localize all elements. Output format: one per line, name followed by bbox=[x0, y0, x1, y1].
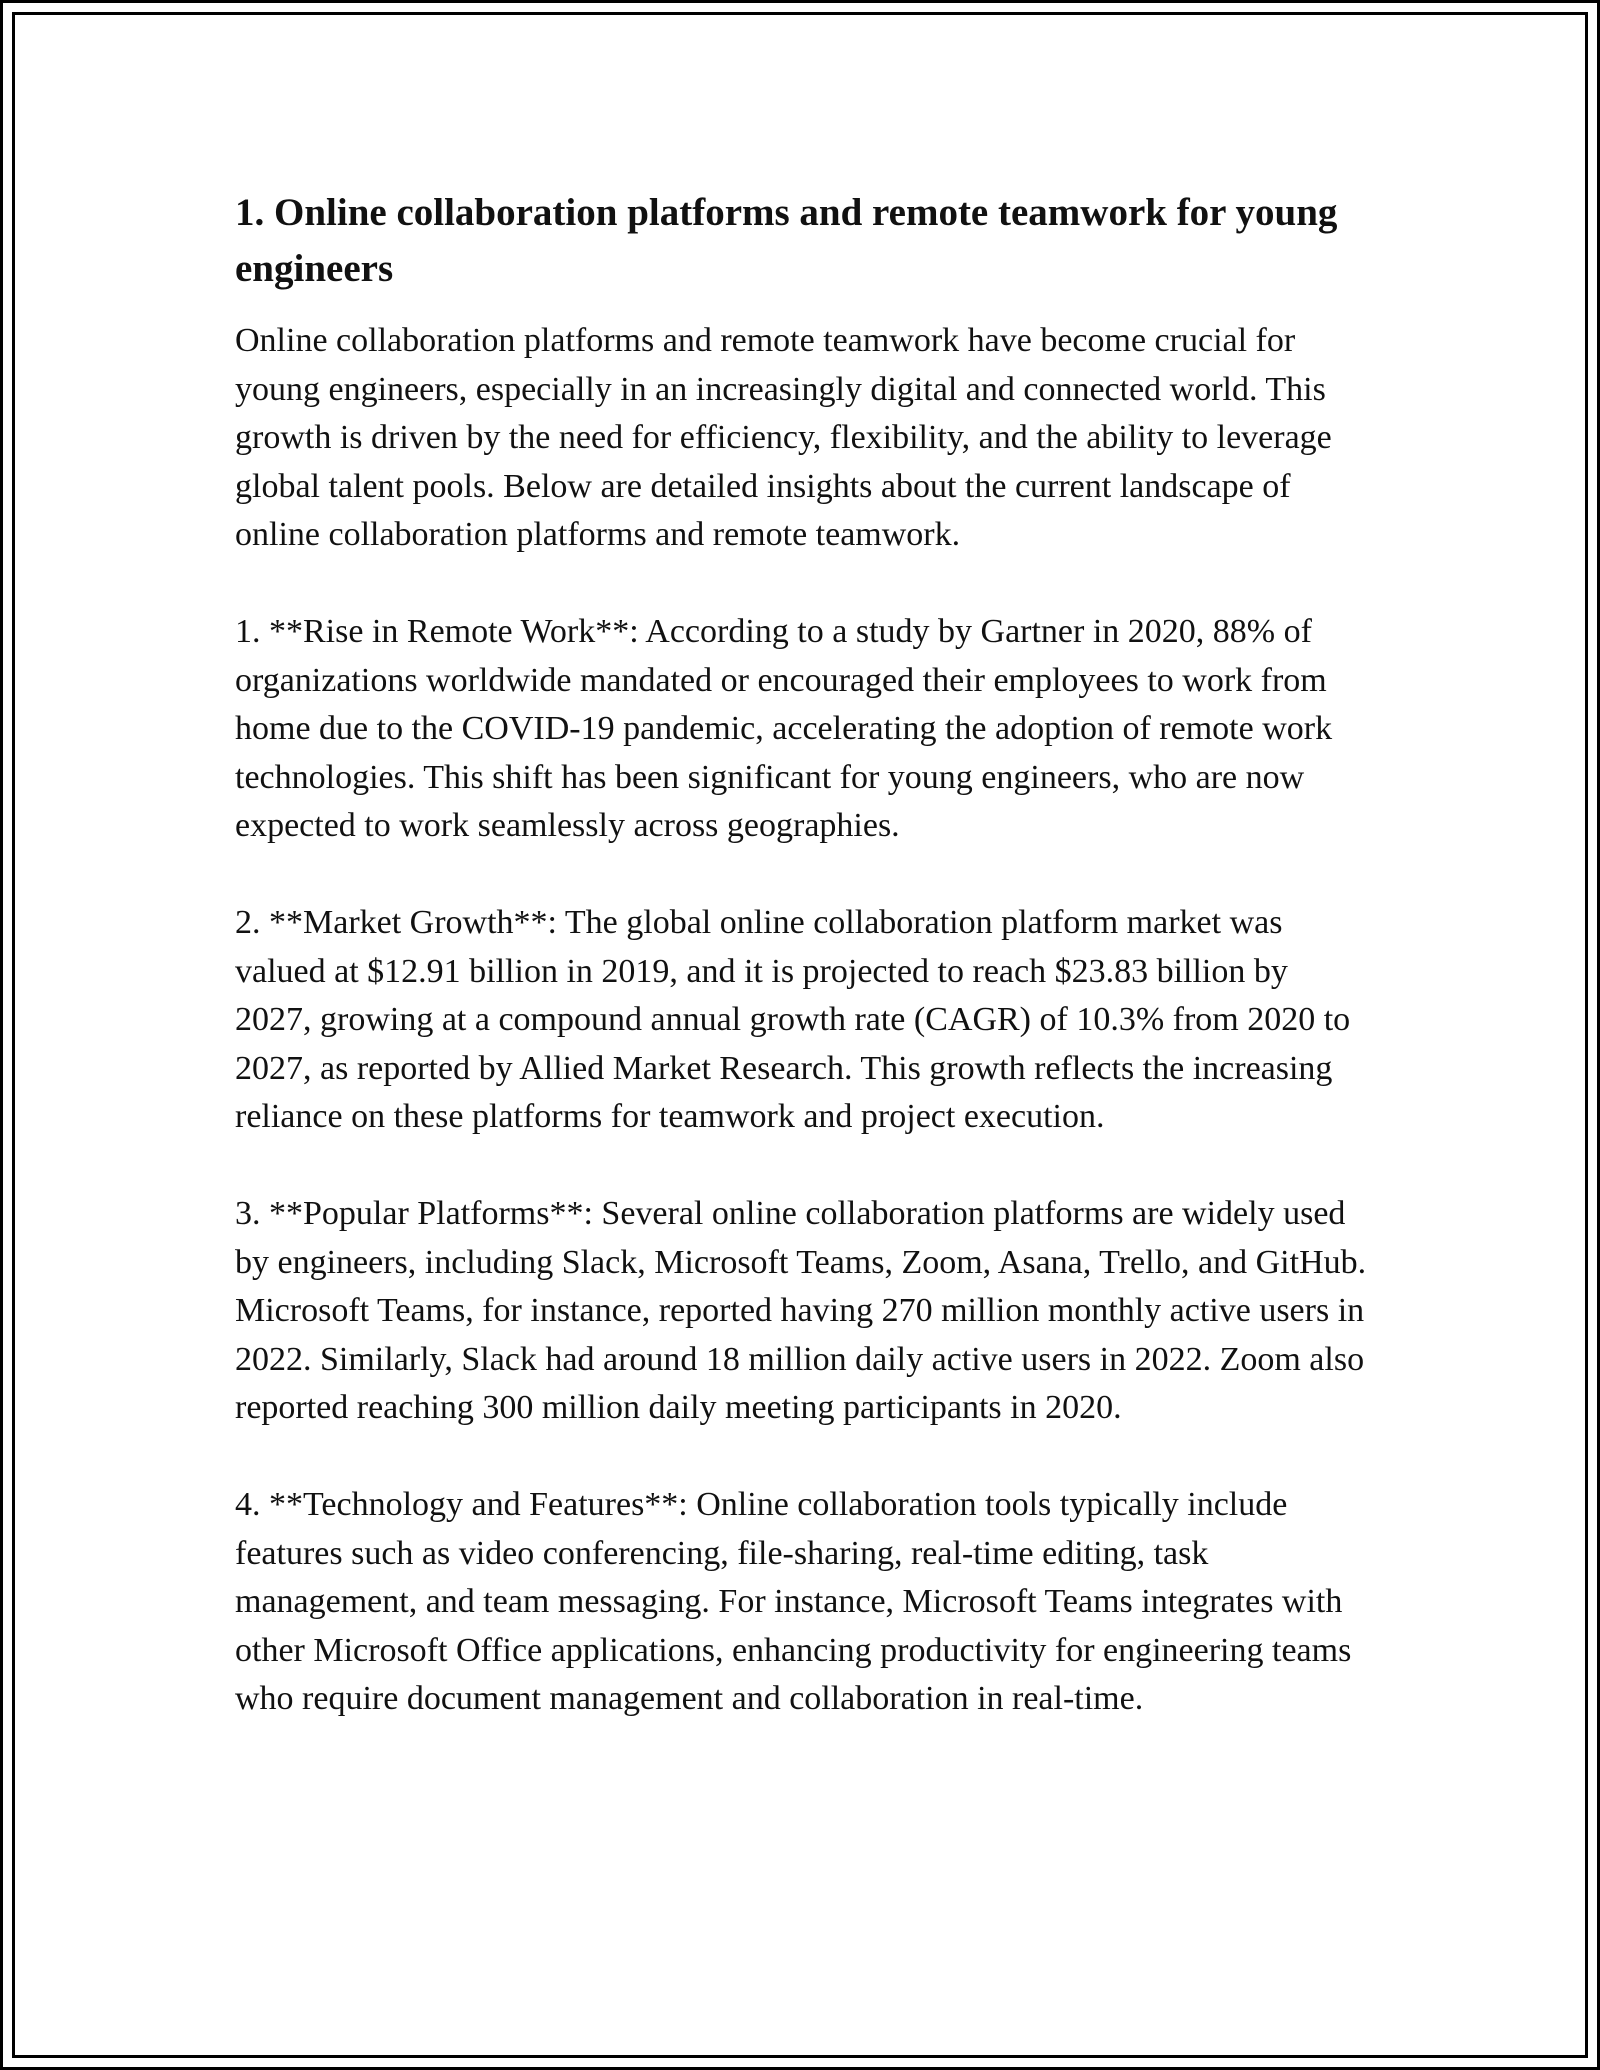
section-heading: 1. Online collaboration platforms and remote teamwork for young engineers bbox=[235, 191, 1338, 290]
intro-paragraph: Online collaboration platforms and remote teamwork have become crucial for young engineers, especially in an increasingly digital and connected world. This growth is driven by the need for efficiency, flexibility, and the ability to leverage global talent pools. Below are detailed insights about the current landscape of online collaboration platforms and remote teamwork. bbox=[235, 322, 1332, 553]
paragraph-rise-in-remote-work: 1. **Rise in Remote Work**: According to a study by Gartner in 2020, 88% of organizations worldwide mandated or encouraged their employees to work from home due to the COVID-19 pandemic, accelerating the adoption of remote work technologies. This shift has been significant for young engineers, who are now expected to work seamlessly across geographies. bbox=[235, 613, 1333, 844]
document-body bbox=[235, 185, 1370, 1772]
paragraph-technology-and-features: 4. **Technology and Features**: Online collaboration tools typically include features such as video conferencing, file-sharing, real-time editing, task management, and team messaging. For instance, Microsoft Teams integrates with other Microsoft Office applications, enhancing productivity for engineering teams who require document management and collaboration in real-time. bbox=[235, 1486, 1352, 1717]
paragraph-market-growth: 2. **Market Growth**: The global online collaboration platform market was valued at $12.91 billion in 2019, and it is projected to reach $23.83 billion by 2027, growing at a compound annual growth rate (CAGR) of 10.3% from 2020 to 2027, as reported by Allied Market Research. This growth reflects the increasing reliance on these platforms for teamwork and project execution. bbox=[235, 904, 1351, 1135]
paragraph-popular-platforms: 3. **Popular Platforms**: Several online collaboration platforms are widely used by engineers, including Slack, Microsoft Teams, Zoom, Asana, Trello, and GitHub. Microsoft Teams, for instance, reported having 270 million monthly active users in 2022. Similarly, Slack had around 18 million daily active users in 2022. Zoom also reported reaching 300 million daily meeting participants in 2020. bbox=[235, 1195, 1367, 1426]
